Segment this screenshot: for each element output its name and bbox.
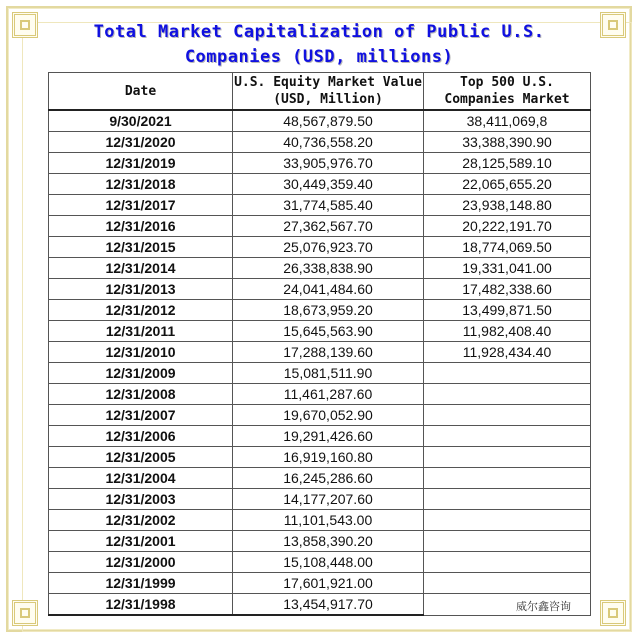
table-row — [49, 279, 591, 300]
market-cap-table — [48, 72, 591, 616]
table-row — [49, 237, 591, 258]
table-row — [49, 552, 591, 573]
equity-value-cell: 13,858,390.20 — [233, 531, 424, 552]
equity-value-cell: 15,645,563.90 — [233, 321, 424, 342]
table-row — [49, 489, 591, 510]
top500-value-cell — [424, 384, 591, 405]
date-cell: 12/31/2019 — [49, 153, 233, 174]
equity-value-cell: 15,081,511.90 — [233, 363, 424, 384]
table-row — [49, 594, 591, 616]
top500-value-cell — [424, 489, 591, 510]
top500-value-cell — [424, 468, 591, 489]
table-row — [49, 132, 591, 153]
equity-value-cell: 16,919,160.80 — [233, 447, 424, 468]
top500-value-cell: 33,388,390.90 — [424, 132, 591, 153]
date-cell: 12/31/1998 — [49, 594, 233, 616]
table-row — [49, 321, 591, 342]
top500-value-cell: 18,774,069.50 — [424, 237, 591, 258]
date-cell: 12/31/2003 — [49, 489, 233, 510]
corner-ornament-icon — [12, 12, 38, 38]
date-cell: 12/31/2017 — [49, 195, 233, 216]
top500-value-cell — [424, 405, 591, 426]
equity-value-cell: 11,101,543.00 — [233, 510, 424, 531]
top500-value-cell: 38,411,069,8 — [424, 110, 591, 132]
equity-value-cell: 16,245,286.60 — [233, 468, 424, 489]
equity-value-cell: 30,449,359.40 — [233, 174, 424, 195]
equity-value-cell: 24,041,484.60 — [233, 279, 424, 300]
table-row — [49, 447, 591, 468]
date-cell: 9/30/2021 — [49, 110, 233, 132]
table-row — [49, 384, 591, 405]
equity-value-cell: 48,567,879.50 — [233, 110, 424, 132]
table-row — [49, 363, 591, 384]
table-header-row — [49, 73, 591, 111]
table-row — [49, 110, 591, 132]
top500-value-cell: 20,222,191.70 — [424, 216, 591, 237]
equity-value-cell: 27,362,567.70 — [233, 216, 424, 237]
top500-value-cell — [424, 363, 591, 384]
date-cell: 12/31/2020 — [49, 132, 233, 153]
top500-value-cell: 13,499,871.50 — [424, 300, 591, 321]
top500-value-cell — [424, 531, 591, 552]
top500-value-cell — [424, 573, 591, 594]
date-cell: 12/31/2012 — [49, 300, 233, 321]
date-cell: 12/31/2011 — [49, 321, 233, 342]
header-equity-value: U.S. Equity Market Value (USD, Million) — [233, 73, 424, 111]
table-row — [49, 342, 591, 363]
top500-value-cell — [424, 447, 591, 468]
corner-ornament-icon — [12, 600, 38, 626]
date-cell: 12/31/2000 — [49, 552, 233, 573]
equity-value-cell: 17,601,921.00 — [233, 573, 424, 594]
equity-value-cell: 19,670,052.90 — [233, 405, 424, 426]
date-cell: 12/31/2013 — [49, 279, 233, 300]
top500-value-cell: 17,482,338.60 — [424, 279, 591, 300]
equity-value-cell: 18,673,959.20 — [233, 300, 424, 321]
table-row — [49, 216, 591, 237]
date-cell: 12/31/2007 — [49, 405, 233, 426]
equity-value-cell: 33,905,976.70 — [233, 153, 424, 174]
corner-ornament-icon — [600, 600, 626, 626]
header-date: Date — [49, 73, 233, 111]
corner-ornament-icon — [600, 12, 626, 38]
table-row — [49, 531, 591, 552]
date-cell: 12/31/2009 — [49, 363, 233, 384]
date-cell: 12/31/2004 — [49, 468, 233, 489]
date-cell: 12/31/2008 — [49, 384, 233, 405]
date-cell: 12/31/2002 — [49, 510, 233, 531]
top500-value-cell: 23,938,148.80 — [424, 195, 591, 216]
top500-value-cell: 19,331,041.00 — [424, 258, 591, 279]
table-row — [49, 426, 591, 447]
top500-value-cell — [424, 510, 591, 531]
table-row — [49, 153, 591, 174]
table-row — [49, 510, 591, 531]
top500-value-cell: 11,982,408.40 — [424, 321, 591, 342]
date-cell: 12/31/2010 — [49, 342, 233, 363]
equity-value-cell: 13,454,917.70 — [233, 594, 424, 616]
top500-value-cell: 28,125,589.10 — [424, 153, 591, 174]
equity-value-cell: 26,338,838.90 — [233, 258, 424, 279]
equity-value-cell: 15,108,448.00 — [233, 552, 424, 573]
page-title: Total Market Capitalization of Public U.S. Companies (USD, millions) — [93, 22, 545, 67]
date-cell: 12/31/2016 — [49, 216, 233, 237]
date-cell: 12/31/2018 — [49, 174, 233, 195]
equity-value-cell: 40,736,558.20 — [233, 132, 424, 153]
equity-value-cell: 14,177,207.60 — [233, 489, 424, 510]
header-top500: Top 500 U.S. Companies Market — [424, 73, 591, 111]
equity-value-cell: 25,076,923.70 — [233, 237, 424, 258]
equity-value-cell: 31,774,585.40 — [233, 195, 424, 216]
top500-value-cell — [424, 426, 591, 447]
top500-value-cell: 22,065,655.20 — [424, 174, 591, 195]
date-cell: 12/31/2005 — [49, 447, 233, 468]
date-cell: 12/31/2001 — [49, 531, 233, 552]
table-row — [49, 300, 591, 321]
date-cell: 12/31/2015 — [49, 237, 233, 258]
top500-value-cell: 11,928,434.40 — [424, 342, 591, 363]
equity-value-cell: 11,461,287.60 — [233, 384, 424, 405]
date-cell: 12/31/2006 — [49, 426, 233, 447]
date-cell: 12/31/1999 — [49, 573, 233, 594]
top500-value-cell — [424, 552, 591, 573]
table-row — [49, 573, 591, 594]
table-row — [49, 468, 591, 489]
table-row — [49, 174, 591, 195]
table-row — [49, 405, 591, 426]
table-row — [49, 195, 591, 216]
equity-value-cell: 19,291,426.60 — [233, 426, 424, 447]
table-row — [49, 258, 591, 279]
equity-value-cell: 17,288,139.60 — [233, 342, 424, 363]
date-cell: 12/31/2014 — [49, 258, 233, 279]
watermark: 威尔鑫咨询 — [516, 600, 571, 613]
